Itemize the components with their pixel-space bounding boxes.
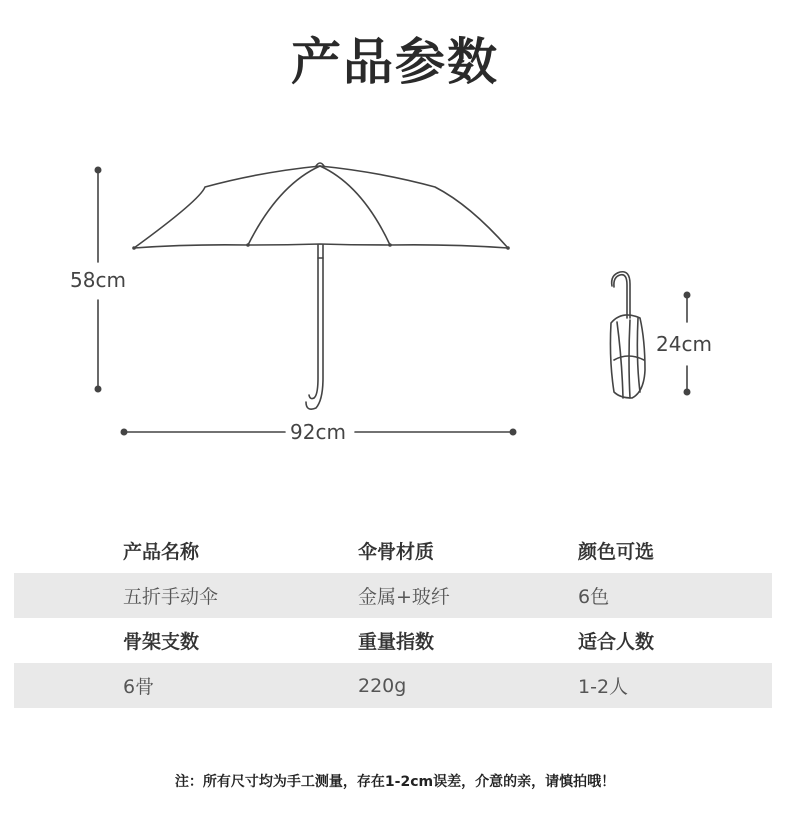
spec-value-cell: 1-2人 (578, 676, 629, 698)
spec-table (14, 528, 772, 708)
spec-header-row (14, 528, 772, 573)
spec-value-row (14, 663, 772, 708)
measurement-note: 注：所有尺寸均为手工测量，存在1-2cm误差，介意的亲，请慎拍哦！ (174, 774, 616, 790)
spec-header-cell: 重量指数 (358, 631, 435, 653)
open-umbrella-shaft (318, 245, 323, 258)
width-dimension-label: 92cm (290, 420, 346, 444)
spec-header-cell: 颜色可选 (578, 541, 655, 563)
spec-value-cell: 五折手动伞 (123, 586, 219, 608)
spec-value-cell: 金属+玻纤 (358, 586, 450, 608)
folded-length-label: 24cm (656, 332, 712, 356)
open-umbrella-canopy (134, 166, 508, 248)
spec-header-cell: 骨架支数 (123, 631, 200, 653)
spec-header-cell: 伞骨材质 (358, 541, 435, 563)
height-dimension-label: 58cm (70, 268, 126, 292)
folded-umbrella (610, 272, 645, 398)
spec-value-cell: 6骨 (123, 676, 155, 698)
spec-header-cell: 适合人数 (578, 631, 655, 653)
page-title: 产品参数 (291, 33, 499, 91)
spec-value-cell: 220g (358, 674, 407, 697)
spec-header-row (14, 618, 772, 663)
spec-value-row (14, 573, 772, 618)
spec-value-cell: 6色 (578, 586, 610, 608)
spec-header-cell: 产品名称 (123, 541, 200, 563)
